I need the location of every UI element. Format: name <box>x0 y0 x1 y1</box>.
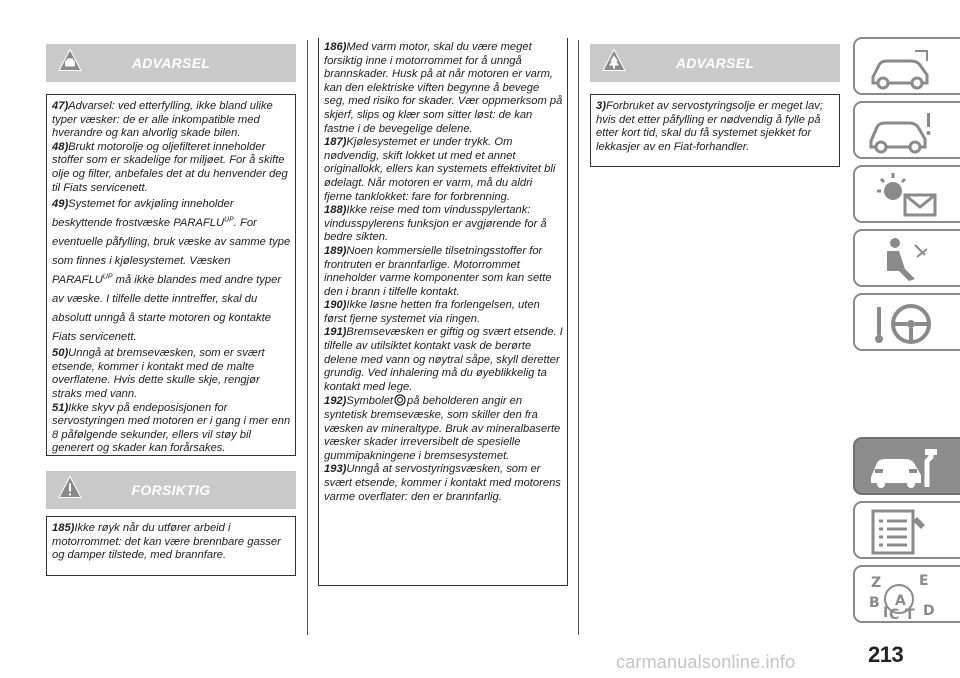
tab-alphabetical-index[interactable] <box>853 565 960 623</box>
note-item: 3)Forbruket av servostyringsolje er meget lav; hvis det etter påfylling er nødvendig å fylle på etter kort tid, skal du få systemet sjekket for lekkasjer av en Fiat-forhandler. <box>596 100 823 153</box>
watermark: carmanualsonline.info <box>616 652 796 672</box>
note-item: 185)Ikke røyk når du utfører arbeid i motorrommet: det kan være brennbare gasser og damper tilstede, med brannfare. <box>52 522 281 562</box>
engine-warning-icon <box>58 49 82 78</box>
page-number: 213 <box>868 642 904 667</box>
note-item: 187)Kjølesystemet er under trykk. Om nødvendig, skift lokket ut med et annet originallokk, ellers kan systemets effektivitet bli ødelagt. Når motoren er varm, må du aldri fjerne tanklokket: fare for forbrenning. <box>324 136 556 203</box>
technical-data-icon <box>865 507 945 557</box>
tab-safety[interactable] <box>853 229 960 287</box>
note-item: 50)Unngå at bremsevæsken, som er svært etsende, kommer i kontakt med de malte overflatene. Hvis dette skulle skje, rengjør straks med vann. <box>52 347 265 400</box>
steering-key-icon <box>865 299 945 349</box>
note-item: 51)Ikke skyv på endeposisjonen for servostyringen med motoren er i gang i mer enn 8 påfølgende sekunder, ellers vil støy bil generert og skader kan forårsakes. <box>52 401 291 455</box>
note-item: 48)Brukt motorolje og oljefilteret inneholder stoffer som er skadelige for miljøet. For å skifte olje og filter, anbefales det at du henvender deg til Fiats servicenett. <box>52 140 288 194</box>
alphabetical-index-icon <box>865 571 945 621</box>
car-info-icon <box>865 107 945 157</box>
warning-title: ADVARSEL <box>675 55 755 71</box>
tab-technical-data[interactable] <box>853 501 960 559</box>
tab-starting-driving[interactable] <box>853 293 960 351</box>
column-divider-right <box>578 40 579 635</box>
note-item: 188)Ikke reise med tom vindusspylertank: vindusspylerens funksjon er avgjørende for å bedre sikten. <box>324 204 547 244</box>
warning-box-middle <box>318 38 568 586</box>
tab-lights-messages[interactable] <box>853 165 960 223</box>
svg-text:Z: Z <box>871 575 882 591</box>
column-divider-left <box>307 40 308 635</box>
caution-title: FORSIKTIG <box>131 482 211 498</box>
note-item: 186)Med varm motor, skal du være meget forsiktig inne i motorrommet for å unngå brannskader. Husk på at når motoren er varm, kan den elektriske viften begynne å bevege seg, med risiko for skader. Vær oppmerksom på skjerf, slips og klær som sitter løst: de kan fastne i de bevegelige delene. <box>324 41 563 135</box>
note-item: 192)Symbolet på beholderen angir en syntetisk bremsevæske, som skiller den fra væsken av mineraltype. Bruk av mineralbaserte væsker skader irreversibelt de spesielle gummipakningene i bremsesystemet. <box>324 395 561 462</box>
warning-header-left <box>46 44 296 82</box>
airbag-safety-icon <box>865 235 945 285</box>
note-item: 190)Ikke løsne hetten fra forlengelsen, uten først fjerne systemet via ringen. <box>324 299 540 325</box>
caution-header <box>46 471 296 509</box>
svg-text:C: C <box>889 607 900 621</box>
svg-text:B: B <box>869 595 880 611</box>
tab-car-info[interactable] <box>853 101 960 159</box>
svg-text:E: E <box>919 573 929 589</box>
note-item: 189)Noen kommersielle tilsetningsstoffer for frontruten er brannfarlige. Motorrommet inneholder varme komponenter som kan sette den i brann i tilfelle kontakt. <box>324 244 552 298</box>
warning-header-right <box>590 44 840 82</box>
warning-box-left <box>46 94 296 456</box>
svg-text:I: I <box>883 605 889 621</box>
svg-text:D: D <box>923 603 935 619</box>
svg-text:T: T <box>905 607 915 621</box>
caution-triangle-icon <box>58 476 82 505</box>
warning-title: ADVARSEL <box>131 55 211 71</box>
lights-message-icon <box>865 171 945 221</box>
car-dashboard-icon <box>865 43 945 93</box>
svg-text:A: A <box>895 593 906 609</box>
tab-service-maintenance[interactable] <box>853 437 960 495</box>
caution-box <box>46 516 296 576</box>
car-wrench-icon <box>865 443 945 493</box>
note-item: 191)Bremsevæsken er giftig og svært etsende. I tilfelle av utilsiktet kontakt vask de berørte delene med vann og nøytral såpe, skyll deretter grundig. Ved inhalering må du øyeblikkelig ta kontakt med lege. <box>324 326 563 393</box>
note-item: 49)Systemet for avkjøling inneholder beskyttende frostvæske $PARAFLU^{UP}$. For eventuelle påfylling, bruk væske av samme type som finnes i kjølesystemet. Væsken $PARAFLU^{UP}$ må ikke blandes med andre typer av væske. I tilfelle dette inntreffer, skal du absolutt unngå å starte motoren og kontakte Fiats servicenett. <box>52 198 291 344</box>
warning-box-right <box>590 94 840 167</box>
note-item: 47)Advarsel: ved etterfylling, ikke bland ulike typer væsker: de er alle inkompatible med hverandre og kan alvorlig skade bilen. <box>52 100 273 140</box>
note-item: 193)Unngå at servostyringsvæsken, som er svært etsende, kommer i kontakt med motorens varme overflater: den er brannfarlig. <box>324 463 561 503</box>
brake-fluid-symbol-icon <box>394 394 406 406</box>
environment-warning-icon <box>602 49 626 78</box>
tab-dashboard[interactable] <box>853 37 960 95</box>
